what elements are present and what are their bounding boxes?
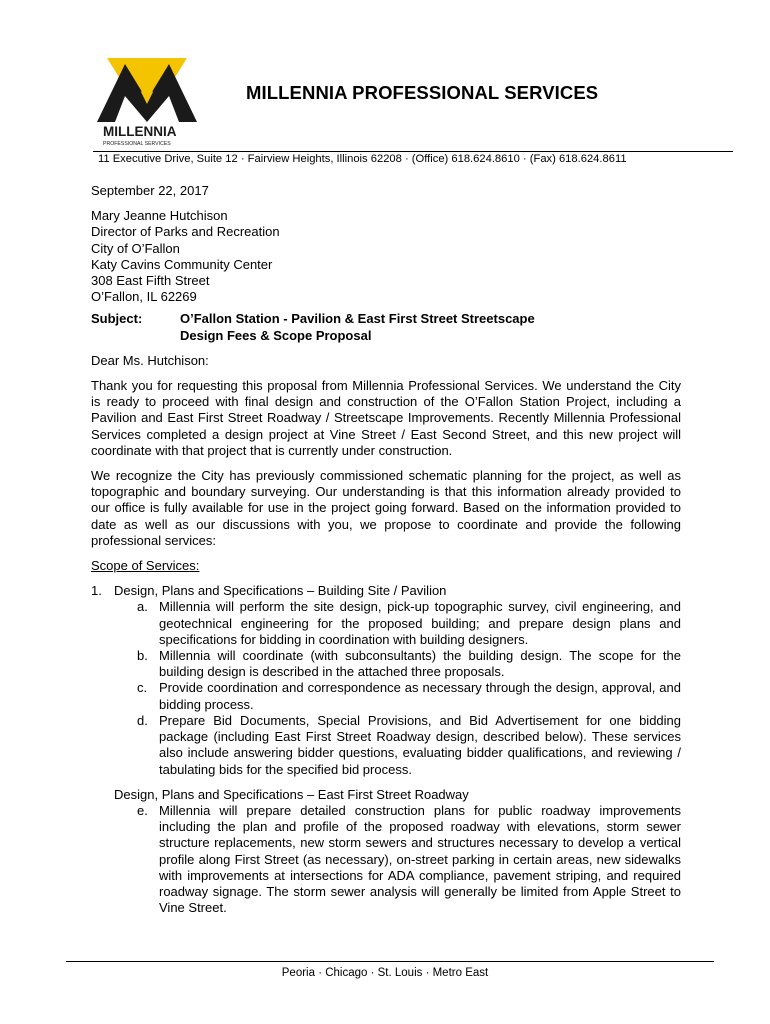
subitem-text: Millennia will prepare detailed construction plans for public roadway improvements including the plan and profile of the proposed roadway with elevations, storm sewer structure replacements, new storm sewers and structures necessary to develop a vertical profile along First Street (as necessary), on-street parking in certain areas, new sidewalks with improvements at intersections for ADA compliance, pavement striping, and required roadway signage. The storm sewer analysis will generally be limited from Apple Street to Vine Street.	[159, 802, 681, 916]
subject-label: Subject:	[91, 311, 143, 327]
paragraph: Thank you for requesting this proposal from Millennia Professional Services. We understand the City is ready to proceed with final design and construction of the O’Fallon Station Project, including a Pavilion and East First Street Roadway / Streetscape Improvements. Recently Millennia Professional Services completed a design project at Vine Street / East Second Street, and this new project will coordinate with that project that is currently under construction.	[91, 378, 681, 458]
logo-wordmark: MILLENNIA	[103, 124, 177, 139]
subitem-letter: b.	[137, 648, 148, 664]
footer-offices: Peoria · Chicago · St. Louis · Metro East	[281, 967, 489, 979]
recipient-line: 308 East Fifth Street	[91, 273, 210, 289]
subject-line: Design Fees & Scope Proposal	[180, 327, 372, 343]
millennia-logo-mark	[95, 56, 205, 148]
scope-subitem	[137, 713, 681, 778]
recipient-line: Director of Parks and Recreation	[91, 224, 280, 240]
subitem-text: Millennia will coordinate (with subconsultants) the building design. The scope for the building design is described in the attached three proposals.	[159, 648, 681, 680]
subitem-text: Millennia will perform the site design, pick-up topographic survey, civil engineering, and geotechnical engineering for the proposed building; and prepare design plans and specifications for bidding in coordination with building designers.	[159, 599, 681, 647]
scope-subitem	[137, 680, 681, 712]
scope-item-number: 1.	[91, 583, 102, 599]
recipient-line: City of O’Fallon	[91, 240, 180, 256]
subitem-letter: a.	[137, 599, 148, 615]
letter-body	[91, 183, 681, 916]
recipient-line: O’Fallon, IL 62269	[91, 289, 197, 305]
salutation: Dear Ms. Hutchison:	[91, 352, 209, 368]
subject-line: O’Fallon Station - Pavilion & East First Street Streetscape	[180, 311, 535, 327]
subitem-letter: d.	[137, 712, 148, 728]
logo-subtext: PROFESSIONAL SERVICES	[103, 141, 171, 147]
header-divider	[93, 151, 733, 152]
company-name: MILLENNIA PROFESSIONAL SERVICES	[246, 82, 599, 103]
recipient-line: Mary Jeanne Hutchison	[91, 208, 228, 224]
subitem-text: Prepare Bid Documents, Special Provisions, and Bid Advertisement for one bidding package (including East First Street Roadway design, described below). These services also include answering bidder questions, evaluating bidder qualifications, and reviewing / tabulating bids for the specified bid process.	[159, 712, 681, 777]
letter-date: September 22, 2017	[91, 183, 209, 198]
scope-item-title: Design, Plans and Specifications – Building Site / Pavilion	[114, 583, 447, 599]
subitem-letter: e.	[137, 802, 148, 818]
company-logo	[95, 56, 205, 148]
subitem-letter: c.	[137, 680, 148, 696]
subitem-text: Provide coordination and correspondence as necessary through the design, approval, and bidding process.	[159, 680, 681, 712]
subject-block	[91, 311, 681, 343]
recipient-line: Katy Cavins Community Center	[91, 256, 273, 272]
paragraph: We recognize the City has previously commissioned schematic planning for the project, as well as topographic and boundary surveying. Our understanding is that this information already provided to our office is fully available for use in the project going forward. Based on the information provided to date as well as our discussions with you, we propose to coordinate and provide the following professional services:	[91, 468, 681, 548]
recipient-block	[91, 208, 681, 305]
scope-heading: Scope of Services:	[91, 558, 200, 574]
scope-subitem	[137, 803, 681, 916]
scope-subitem	[137, 648, 681, 680]
company-address: 11 Executive Drive, Suite 12 · Fairview Heights, Illinois 62208 · (Office) 618.624.8610 · (Fax) 618.624.8611	[98, 153, 627, 165]
scope-item	[91, 583, 681, 599]
scope-subitem	[137, 599, 681, 648]
scope-section-title: Design, Plans and Specifications – East First Street Roadway	[114, 786, 469, 802]
footer-divider	[66, 961, 714, 962]
